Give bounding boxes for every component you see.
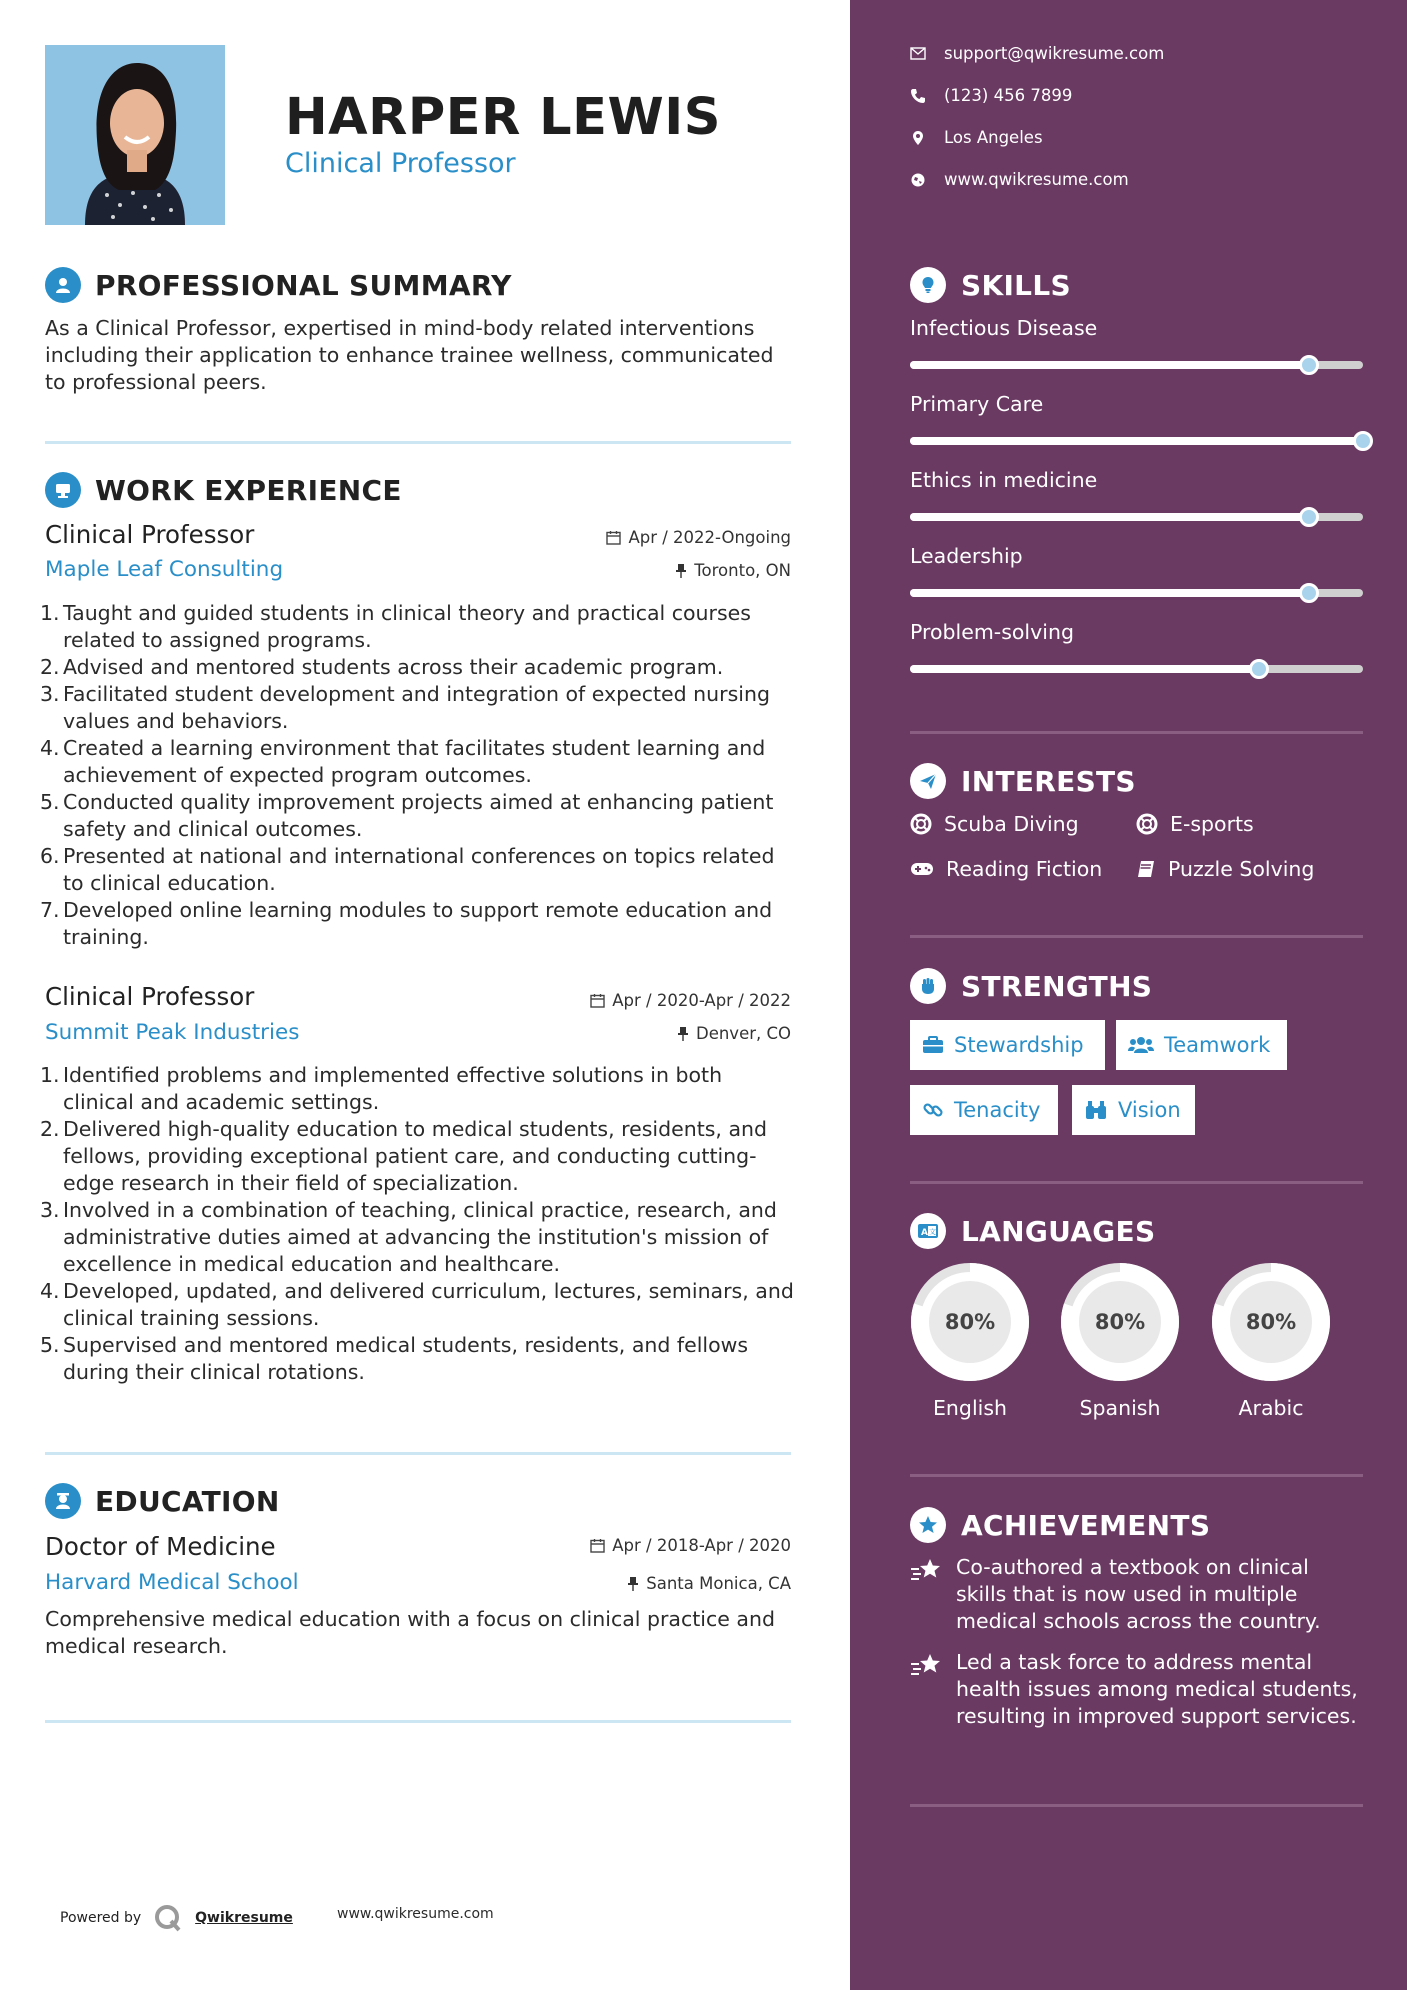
language-percent: 80%: [1245, 1310, 1297, 1334]
star-badge-icon: [910, 1507, 946, 1543]
language-ring: [1059, 1261, 1181, 1383]
globe-icon: [910, 172, 926, 188]
job-title: Clinical Professor: [45, 982, 255, 1011]
strength-label: Stewardship: [954, 1033, 1084, 1057]
duty-item: Involved in a combination of teaching, clinical practice, research, and administrative duties aimed at advancing the institution's mission of excellence in medical education and healthcare.: [63, 1198, 777, 1276]
skill-bar: [910, 361, 1363, 369]
interests-heading: [910, 763, 1136, 799]
website-text: www.qwikresume.com: [944, 170, 1129, 189]
location-icon: [910, 130, 926, 146]
svg-text:A: A: [921, 1228, 928, 1238]
job-title: Clinical Professor: [45, 520, 255, 549]
svg-text:文: 文: [929, 1228, 936, 1236]
duty-item: Facilitated student development and integration of expected nursing values and behaviors.: [63, 682, 770, 733]
language-name: Arabic: [1238, 1396, 1304, 1420]
interest-item: [910, 857, 1102, 881]
skill-bar-fill: [910, 437, 1363, 445]
strength-label: Vision: [1118, 1098, 1181, 1122]
skill-level-knob: [1299, 355, 1319, 375]
powered-by-label: Powered by: [60, 1910, 142, 1926]
job-dates-text: Apr / 2020-Apr / 2022: [612, 991, 791, 1010]
book-icon: [1136, 859, 1156, 879]
company-name: Summit Peak Industries: [45, 1020, 300, 1045]
lifebuoy-icon: [910, 813, 932, 835]
skill-bar-fill: [910, 589, 1309, 597]
skill-bar: [910, 665, 1363, 673]
education-location-text: Santa Monica, CA: [646, 1574, 791, 1593]
duties-list: [45, 1062, 795, 1386]
achievements-heading: [910, 1507, 1210, 1543]
strength-tag: [1072, 1085, 1195, 1135]
school-name: Harvard Medical School: [45, 1570, 299, 1595]
strengths-title: STRENGTHS: [961, 969, 1153, 1003]
shooting-star-icon: [910, 1556, 944, 1584]
job-location: [677, 1024, 791, 1043]
language-name: Spanish: [1079, 1396, 1161, 1420]
duty-item: Presented at national and international conferences on topics related to clinical education.: [63, 844, 775, 895]
skills-title: SKILLS: [961, 268, 1071, 302]
phone-icon: [910, 88, 926, 104]
degree-title: Doctor of Medicine: [45, 1532, 276, 1561]
achievement-text: Led a task force to address mental health issues among medical students, resulting in improved support services.: [956, 1650, 1358, 1728]
strength-tag: [1116, 1020, 1287, 1070]
calendar-icon: [590, 993, 605, 1008]
summary-title: PROFESSIONAL SUMMARY: [95, 268, 512, 302]
sidebar: [850, 0, 1407, 1990]
interest-label: E-sports: [1170, 812, 1254, 836]
duty-item: Identified problems and implemented effective solutions in both clinical and academic settings.: [63, 1063, 723, 1114]
skill-bar-fill: [910, 361, 1309, 369]
profile-photo: [45, 45, 225, 225]
interest-item: [1136, 857, 1314, 881]
skill-label: Leadership: [910, 544, 1023, 568]
section-divider: [45, 1452, 791, 1455]
language-icon: [910, 1213, 946, 1249]
duty-item: Supervised and mentored medical students, residents, and fellows during their clinical rotations.: [63, 1333, 749, 1384]
calendar-icon: [606, 530, 621, 545]
education-title: EDUCATION: [95, 1484, 280, 1518]
skill-level-knob: [1299, 583, 1319, 603]
strength-label: Tenacity: [954, 1098, 1041, 1122]
interest-label: Puzzle Solving: [1168, 857, 1315, 881]
skill-label: Infectious Disease: [910, 316, 1098, 340]
company-name: Maple Leaf Consulting: [45, 557, 284, 582]
strength-tag: [910, 1085, 1058, 1135]
email-text: support@qwikresume.com: [944, 44, 1165, 63]
section-divider: [910, 731, 1363, 734]
education-heading: [45, 1483, 280, 1519]
location-text: Los Angeles: [944, 128, 1043, 147]
education-dates: [590, 1536, 791, 1555]
skill-label: Primary Care: [910, 392, 1044, 416]
fist-icon: [910, 968, 946, 1004]
users-icon: [1128, 1036, 1154, 1054]
link-icon: [922, 1099, 944, 1121]
job-location: [675, 561, 791, 580]
duties-list: [45, 600, 795, 951]
pin-icon: [677, 1026, 689, 1041]
contact-website[interactable]: [910, 170, 1129, 189]
candidate-role: Clinical Professor: [285, 148, 516, 179]
job-location-text: Toronto, ON: [694, 561, 791, 580]
interest-label: Scuba Diving: [944, 812, 1079, 836]
powered-by: [60, 1903, 293, 1933]
gamepad-icon: [910, 861, 934, 877]
section-divider: [910, 1474, 1363, 1477]
duty-item: Developed online learning modules to support remote education and training.: [63, 898, 773, 949]
pin-icon: [627, 1576, 639, 1591]
strength-label: Teamwork: [1164, 1033, 1271, 1057]
calendar-icon: [590, 1538, 605, 1553]
section-divider: [910, 935, 1363, 938]
lightbulb-icon: [910, 267, 946, 303]
language-percent: 80%: [944, 1310, 996, 1334]
duty-item: Developed, updated, and delivered curriculum, lectures, seminars, and clinical training sessions.: [63, 1279, 794, 1330]
job-dates: [606, 528, 791, 547]
achievement-item: [910, 1649, 1363, 1730]
skill-label: Ethics in medicine: [910, 468, 1098, 492]
education-location: [627, 1574, 791, 1593]
interest-item: [910, 812, 1079, 836]
education-description: Comprehensive medical education with a focus on clinical practice and medical research.: [45, 1607, 775, 1658]
skill-bar: [910, 513, 1363, 521]
briefcase-icon: [45, 472, 81, 508]
interest-label: Reading Fiction: [946, 857, 1103, 881]
graduate-icon: [45, 1483, 81, 1519]
section-divider: [45, 441, 791, 444]
strengths-heading: [910, 968, 1152, 1004]
duty-item: Created a learning environment that facilitates student learning and achievement of expected program outcomes.: [63, 736, 766, 787]
interests-title: INTERESTS: [961, 764, 1136, 798]
mail-icon: [910, 47, 926, 60]
work-title: WORK EXPERIENCE: [95, 473, 402, 507]
skill-bar-fill: [910, 665, 1259, 673]
section-divider: [910, 1804, 1363, 1807]
phone-text: (123) 456 7899: [944, 86, 1073, 105]
skills-heading: [910, 267, 1071, 303]
achievement-item: [910, 1554, 1363, 1635]
duty-item: Delivered high-quality education to medical students, residents, and fellows, providing exceptional patient care, and conducting cutting-edge research in their field of specialization.: [63, 1117, 768, 1195]
paper-plane-icon: [910, 763, 946, 799]
summary-text: As a Clinical Professor, expertised in mind-body related interventions including their application to enhance trainee wellness, communicated to professional peers.: [45, 316, 774, 394]
job-dates: [590, 991, 791, 1010]
footer-website[interactable]: www.qwikresume.com: [337, 1906, 494, 1922]
strength-tag: [910, 1020, 1105, 1070]
section-divider: [910, 1181, 1363, 1184]
skill-bar-fill: [910, 513, 1309, 521]
pin-icon: [675, 563, 687, 578]
contact-email[interactable]: [910, 44, 1164, 63]
section-divider: [45, 1720, 791, 1723]
achievement-text: Co-authored a textbook on clinical skills that is now used in multiple medical schools across the country.: [956, 1555, 1321, 1633]
user-icon: [45, 267, 81, 303]
education-dates-text: Apr / 2018-Apr / 2020: [612, 1536, 791, 1555]
duty-item: Conducted quality improvement projects aimed at enhancing patient safety and clinical outcomes.: [63, 790, 774, 841]
skill-bar: [910, 589, 1363, 597]
skill-bar: [910, 437, 1363, 445]
binoculars-icon: [1084, 1100, 1108, 1120]
language-name: English: [932, 1396, 1008, 1420]
skill-level-knob: [1299, 507, 1319, 527]
achievements-title: ACHIEVEMENTS: [961, 1508, 1211, 1542]
languages-title: LANGUAGES: [961, 1214, 1156, 1248]
qwikresume-link[interactable]: Qwikresume: [195, 1910, 293, 1926]
skill-level-knob: [1249, 659, 1269, 679]
job-location-text: Denver, CO: [695, 1024, 791, 1043]
language-ring: [1210, 1261, 1332, 1383]
contact-phone[interactable]: [910, 86, 1072, 105]
lifebuoy-icon: [1136, 813, 1158, 835]
duty-item: Advised and mentored students across their academic program.: [63, 655, 724, 679]
contact-location: [910, 128, 1043, 147]
duty-item: Taught and guided students in clinical theory and practical courses related to assigned programs.: [63, 601, 751, 652]
qwikresume-logo-icon: [153, 1903, 183, 1933]
skill-label: Problem-solving: [910, 620, 1074, 644]
skill-level-knob: [1353, 431, 1373, 451]
work-heading: [45, 472, 402, 508]
language-percent: 80%: [1094, 1310, 1146, 1334]
briefcase-icon: [922, 1036, 944, 1054]
languages-heading: [910, 1213, 1155, 1249]
shooting-star-icon: [910, 1651, 944, 1679]
summary-heading: [45, 267, 512, 303]
candidate-name: HARPER LEWIS: [285, 88, 721, 147]
language-ring: [909, 1261, 1031, 1383]
interest-item: [1136, 812, 1254, 836]
job-dates-text: Apr / 2022-Ongoing: [628, 528, 791, 547]
